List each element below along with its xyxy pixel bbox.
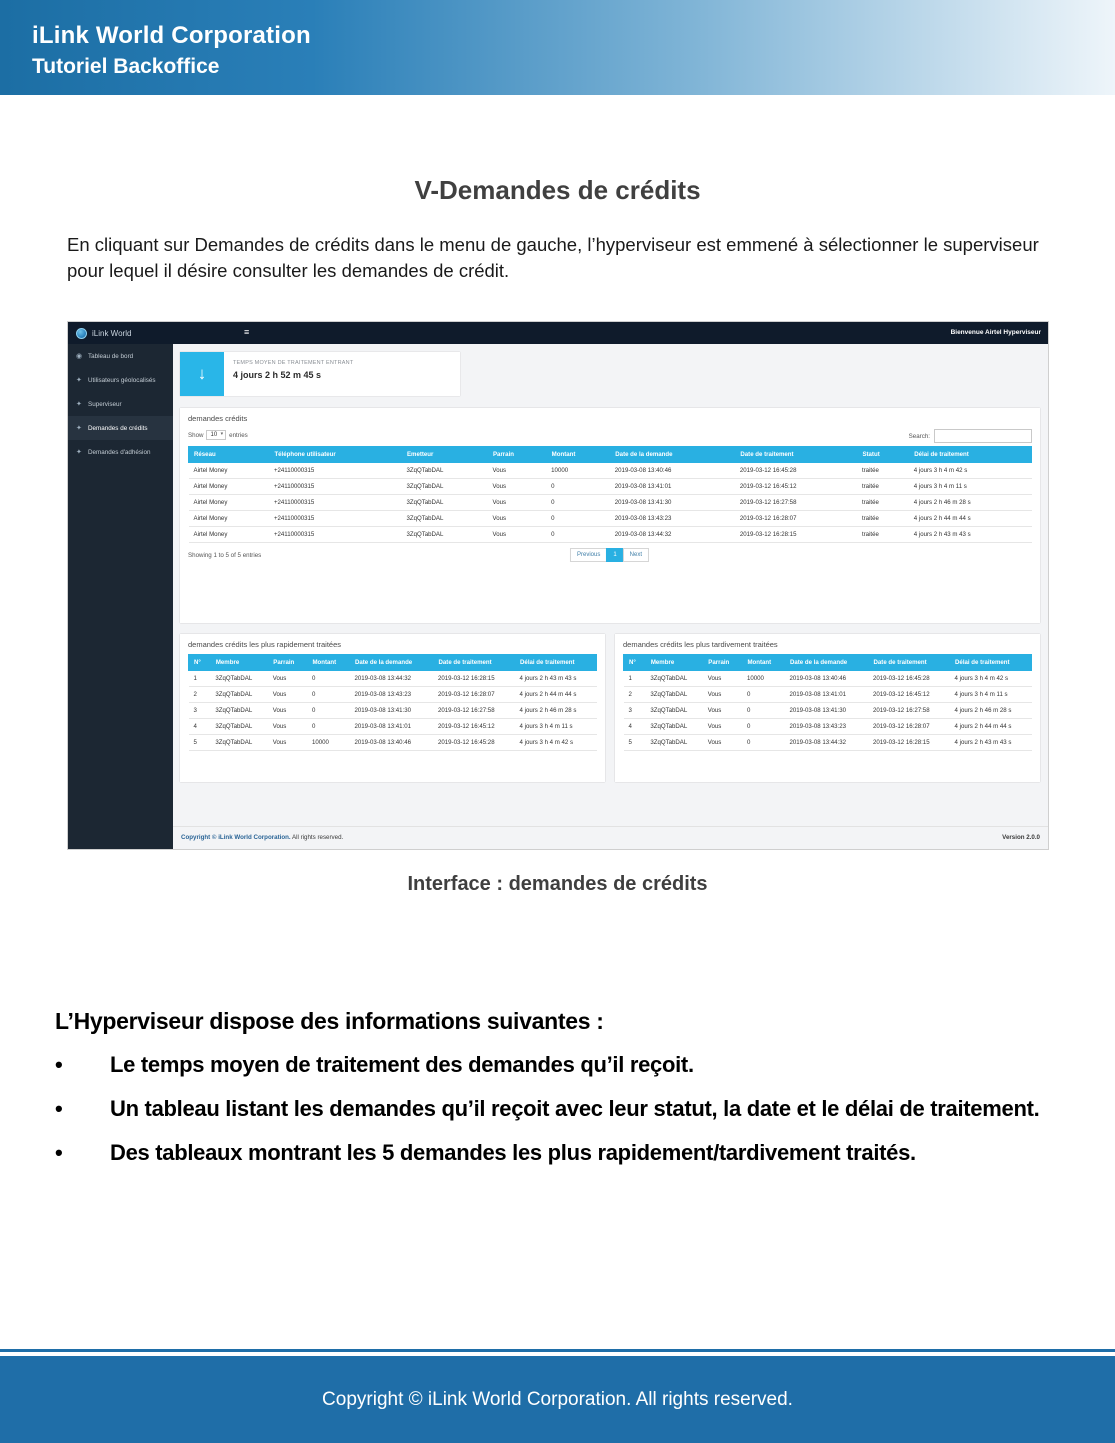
brand-strong: iLink [92, 328, 109, 338]
table-row [189, 495, 1032, 511]
app-topbar [68, 322, 1048, 344]
cell-parrain: Vous [268, 719, 307, 735]
cell-numero: 5 [189, 735, 211, 751]
document-footer [0, 1356, 1115, 1443]
cell-delai: 4 jours 2 h 46 m 28 s [950, 703, 1032, 719]
cell-parrain: Vous [703, 687, 742, 703]
cell-date-demande: 2019-03-08 13:44:32 [784, 735, 868, 751]
cell-montant: 0 [742, 687, 784, 703]
cell-delai: 4 jours 2 h 43 m 43 s [515, 671, 597, 687]
cell-montant: 0 [742, 735, 784, 751]
entries-select[interactable]: 10 ▾ [206, 430, 226, 440]
table-row [189, 463, 1032, 479]
table-row [189, 687, 597, 703]
column-montant[interactable]: Montant [546, 447, 610, 463]
table-controls [180, 428, 1040, 446]
table-row [189, 735, 597, 751]
column-numero[interactable]: N° [624, 655, 646, 671]
cell-membre: 3ZqQTabDAL [210, 671, 267, 687]
cell-parrain: Vous [703, 671, 742, 687]
cell-date-traitement: 2019-03-12 16:45:28 [433, 735, 515, 751]
show-entries-control[interactable] [188, 430, 248, 440]
panel-title: demandes crédits [188, 414, 248, 423]
cell-date-demande: 2019-03-08 13:40:46 [784, 671, 868, 687]
cell-date-traitement: 2019-03-12 16:27:58 [433, 703, 515, 719]
cell-membre: 3ZqQTabDAL [210, 719, 267, 735]
cell-membre: 3ZqQTabDAL [645, 703, 702, 719]
column-delai[interactable]: Délai de traitement [909, 447, 1032, 463]
entries-label: entries [229, 431, 248, 439]
cell-montant: 0 [307, 687, 349, 703]
column-date-demande[interactable]: Date de la demande [610, 447, 735, 463]
table-row [624, 703, 1032, 719]
cell-date-traitement: 2019-03-12 16:27:58 [868, 703, 950, 719]
sidebar-item-label: Utilisateurs géolocalisés [88, 376, 156, 384]
sidebar-item-superviseur[interactable] [68, 392, 173, 416]
table-row [624, 735, 1032, 751]
cell-parrain: Vous [268, 735, 307, 751]
figure-caption: Interface : demandes de crédits [407, 873, 708, 895]
cell-delai: 4 jours 2 h 44 m 44 s [515, 687, 597, 703]
cell-delai: 4 jours 2 h 44 m 44 s [909, 511, 1032, 527]
cell-date-traitement: 2019-03-12 16:45:28 [868, 671, 950, 687]
cell-numero: 1 [189, 671, 211, 687]
cell-date-demande: 2019-03-08 13:44:32 [610, 527, 735, 543]
column-montant[interactable]: Montant [742, 655, 784, 671]
column-delai[interactable]: Délai de traitement [950, 655, 1032, 671]
bullet-text: Le temps moyen de traitement des demandes qu’il reçoit. [110, 1052, 694, 1077]
cell-montant: 10000 [742, 671, 784, 687]
table-header-row [624, 655, 1032, 671]
cell-date-traitement: 2019-03-12 16:45:12 [433, 719, 515, 735]
bullets-heading: L’Hyperviseur dispose des informations suivantes : [55, 1008, 604, 1034]
download-arrow-icon: ↓ [180, 352, 224, 396]
column-date-demande[interactable]: Date de la demande [349, 655, 433, 671]
cell-date-demande: 2019-03-08 13:40:46 [610, 463, 735, 479]
cell-membre: 3ZqQTabDAL [210, 735, 267, 751]
cell-membre: 3ZqQTabDAL [645, 735, 702, 751]
cell-telephone: +24110000315 [269, 479, 402, 495]
cell-parrain: Vous [703, 735, 742, 751]
supervisor-icon: ✦ [76, 400, 82, 408]
sidebar-item-demandes-de-credits[interactable] [68, 416, 173, 440]
stat-value: 4 jours 2 h 52 m 45 s [233, 370, 322, 380]
search-label: Search: [908, 432, 930, 440]
pagination-next[interactable]: Next [623, 548, 649, 562]
cell-reseau: Airtel Money [189, 479, 269, 495]
cell-emetteur: 3ZqQTabDAL [401, 463, 487, 479]
cell-delai: 4 jours 3 h 4 m 11 s [950, 687, 1032, 703]
footer-copyright: Copyright © iLink World Corporation. All rights reserved. [322, 1388, 793, 1410]
sidebar-item-label: Demandes d'adhésion [88, 448, 151, 456]
brand-light: World [108, 328, 132, 338]
app-copyright-rest: All rights reserved. [290, 834, 344, 841]
cell-montant: 0 [546, 527, 610, 543]
column-delai[interactable]: Délai de traitement [515, 655, 597, 671]
cell-emetteur: 3ZqQTabDAL [401, 479, 487, 495]
app-copyright-strong: Copyright © iLink World Corporation. [181, 834, 291, 841]
column-parrain[interactable]: Parrain [268, 655, 307, 671]
app-copyright [181, 834, 343, 841]
column-parrain[interactable]: Parrain [487, 447, 546, 463]
column-membre[interactable]: Membre [210, 655, 267, 671]
cell-delai: 4 jours 3 h 4 m 11 s [515, 719, 597, 735]
app-screenshot [67, 321, 1049, 850]
document-header-banner [0, 0, 1115, 95]
column-membre[interactable]: Membre [645, 655, 702, 671]
intro-paragraph: En cliquant sur Demandes de crédits dans le menu de gauche, l’hyperviseur est emmené à sélectionner le superviseur pour lequel il désire consulter les demandes de crédit. [67, 234, 1039, 281]
cell-montant: 0 [307, 703, 349, 719]
fastest-processed-panel [180, 634, 605, 782]
fast-table-wrap [180, 654, 605, 751]
cell-emetteur: 3ZqQTabDAL [401, 495, 487, 511]
app-content [173, 344, 1048, 849]
cell-montant: 0 [307, 671, 349, 687]
search-input[interactable] [934, 429, 1032, 443]
column-montant[interactable]: Montant [307, 655, 349, 671]
cell-parrain: Vous [487, 479, 546, 495]
cell-date-traitement: 2019-03-12 16:45:28 [735, 463, 857, 479]
sidebar-item-utilisateurs-geolocalises[interactable] [68, 368, 173, 392]
cell-date-traitement: 2019-03-12 16:45:12 [868, 687, 950, 703]
cell-parrain: Vous [268, 687, 307, 703]
cell-date-traitement: 2019-03-12 16:45:12 [735, 479, 857, 495]
cell-parrain: Vous [268, 703, 307, 719]
main-table-wrap [180, 446, 1040, 543]
bullet-text: Un tableau listant les demandes qu’il reçoit avec leur statut, la date et le délai de traitement. [110, 1096, 1040, 1121]
cell-telephone: +24110000315 [269, 495, 402, 511]
cell-reseau: Airtel Money [189, 463, 269, 479]
bullet-marker: • [55, 1140, 63, 1165]
cell-statut: traitée [857, 463, 909, 479]
cell-parrain: Vous [487, 527, 546, 543]
column-date-demande[interactable]: Date de la demande [784, 655, 868, 671]
cell-telephone: +24110000315 [269, 527, 402, 543]
bullet-item-3 [55, 1140, 916, 1166]
cell-date-demande: 2019-03-08 13:43:23 [349, 687, 433, 703]
sidebar-item-label: Superviseur [88, 400, 122, 408]
cell-date-demande: 2019-03-08 13:41:30 [784, 703, 868, 719]
cell-delai: 4 jours 2 h 43 m 43 s [950, 735, 1032, 751]
app-version: Version 2.0.0 [1002, 834, 1040, 841]
cell-montant: 0 [307, 719, 349, 735]
cell-membre: 3ZqQTabDAL [210, 687, 267, 703]
cell-statut: traitée [857, 479, 909, 495]
cell-date-demande: 2019-03-08 13:41:01 [784, 687, 868, 703]
globe-icon [76, 328, 87, 339]
users-icon: ✦ [76, 376, 82, 384]
cell-emetteur: 3ZqQTabDAL [401, 527, 487, 543]
cell-reseau: Airtel Money [189, 511, 269, 527]
document-subtitle: Tutoriel Backoffice [32, 55, 220, 78]
table-row [624, 687, 1032, 703]
cell-delai: 4 jours 3 h 4 m 11 s [909, 479, 1032, 495]
cell-membre: 3ZqQTabDAL [645, 671, 702, 687]
table-header-row [189, 447, 1032, 463]
stat-label: TEMPS MOYEN DE TRAITEMENT ENTRANT [233, 360, 354, 366]
average-processing-time-card [180, 352, 460, 396]
cell-date-traitement: 2019-03-12 16:28:15 [433, 671, 515, 687]
cell-parrain: Vous [487, 511, 546, 527]
panel-title: demandes crédits les plus rapidement traitées [188, 640, 341, 649]
bullet-item-2 [55, 1096, 1039, 1122]
table-footer [180, 548, 1040, 570]
cell-statut: traitée [857, 495, 909, 511]
cell-montant: 10000 [546, 463, 610, 479]
column-date-traitement[interactable]: Date de traitement [735, 447, 857, 463]
dashboard-icon: ◉ [76, 352, 83, 360]
search-control[interactable] [909, 429, 1032, 443]
cell-montant: 0 [742, 719, 784, 735]
column-telephone[interactable]: Téléphone utilisateur [269, 447, 402, 463]
column-date-traitement[interactable]: Date de traitement [868, 655, 950, 671]
column-emetteur[interactable]: Emetteur [401, 447, 487, 463]
table-row [189, 511, 1032, 527]
cell-date-demande: 2019-03-08 13:43:23 [610, 511, 735, 527]
app-footer [173, 826, 1048, 849]
bullet-marker: • [55, 1052, 63, 1077]
column-statut[interactable]: Statut [857, 447, 909, 463]
pagination-previous[interactable]: Previous [570, 548, 607, 562]
cell-parrain: Vous [703, 719, 742, 735]
membership-icon: ✦ [76, 448, 82, 456]
column-numero[interactable]: N° [189, 655, 211, 671]
cell-telephone: +24110000315 [269, 463, 402, 479]
cell-numero: 4 [624, 719, 646, 735]
cell-numero: 3 [189, 703, 211, 719]
table-row [189, 719, 597, 735]
cell-date-traitement: 2019-03-12 16:27:58 [735, 495, 857, 511]
column-parrain[interactable]: Parrain [703, 655, 742, 671]
table-row [189, 479, 1032, 495]
cell-delai: 4 jours 2 h 46 m 28 s [909, 495, 1032, 511]
table-row [189, 671, 597, 687]
page-title: V-Demandes de crédits [414, 175, 701, 205]
menu-toggle-icon[interactable]: ≡ [244, 327, 250, 337]
app-sidebar [68, 344, 173, 849]
cell-statut: traitée [857, 527, 909, 543]
cell-reseau: Airtel Money [189, 527, 269, 543]
cell-numero: 2 [624, 687, 646, 703]
cell-parrain: Vous [487, 495, 546, 511]
corporation-title: iLink World Corporation [32, 22, 311, 49]
table-row [624, 719, 1032, 735]
cell-date-traitement: 2019-03-12 16:28:07 [433, 687, 515, 703]
cell-membre: 3ZqQTabDAL [210, 703, 267, 719]
table-header-row [189, 655, 597, 671]
cell-delai: 4 jours 2 h 46 m 28 s [515, 703, 597, 719]
cell-statut: traitée [857, 511, 909, 527]
cell-numero: 5 [624, 735, 646, 751]
cell-parrain: Vous [487, 463, 546, 479]
cell-delai: 4 jours 3 h 4 m 42 s [950, 671, 1032, 687]
cell-membre: 3ZqQTabDAL [645, 687, 702, 703]
cell-date-traitement: 2019-03-12 16:28:15 [868, 735, 950, 751]
cell-numero: 1 [624, 671, 646, 687]
cell-date-demande: 2019-03-08 13:41:01 [610, 479, 735, 495]
table-row [189, 703, 597, 719]
footer-divider [0, 1349, 1115, 1352]
sidebar-item-tableau-de-bord[interactable] [68, 344, 173, 368]
cell-delai: 4 jours 3 h 4 m 42 s [909, 463, 1032, 479]
cell-parrain: Vous [703, 703, 742, 719]
cell-membre: 3ZqQTabDAL [645, 719, 702, 735]
cell-date-demande: 2019-03-08 13:43:23 [784, 719, 868, 735]
cell-parrain: Vous [268, 671, 307, 687]
welcome-user-label: Bienvenue Airtel Hyperviseur [950, 329, 1041, 336]
cell-numero: 2 [189, 687, 211, 703]
column-reseau[interactable]: Réseau [189, 447, 269, 463]
pagination [571, 548, 649, 562]
slowest-processed-table [623, 654, 1032, 751]
cell-date-demande: 2019-03-08 13:41:30 [349, 703, 433, 719]
cell-montant: 0 [546, 479, 610, 495]
cell-numero: 4 [189, 719, 211, 735]
cell-date-traitement: 2019-03-12 16:28:07 [868, 719, 950, 735]
sidebar-item-demandes-dadhesion[interactable] [68, 440, 173, 464]
table-row [189, 527, 1032, 543]
column-date-traitement[interactable]: Date de traitement [433, 655, 515, 671]
cell-delai: 4 jours 2 h 43 m 43 s [909, 527, 1032, 543]
show-label: Show [188, 431, 204, 439]
app-brand[interactable] [68, 322, 173, 344]
cell-delai: 4 jours 2 h 44 m 44 s [950, 719, 1032, 735]
cell-telephone: +24110000315 [269, 511, 402, 527]
cell-date-traitement: 2019-03-12 16:28:15 [735, 527, 857, 543]
slow-table-wrap [615, 654, 1040, 751]
cell-date-demande: 2019-03-08 13:40:46 [349, 735, 433, 751]
cell-date-demande: 2019-03-08 13:41:30 [610, 495, 735, 511]
bullet-marker: • [55, 1096, 63, 1121]
panel-title: demandes crédits les plus tardivement traitées [623, 640, 778, 649]
showing-entries-label: Showing 1 to 5 of 5 entries [188, 552, 262, 559]
sidebar-item-label: Tableau de bord [88, 352, 134, 360]
bullet-item-1 [55, 1052, 694, 1078]
cell-montant: 10000 [307, 735, 349, 751]
cell-montant: 0 [546, 511, 610, 527]
bullet-text: Des tableaux montrant les 5 demandes les plus rapidement/tardivement traités. [110, 1140, 916, 1165]
stat-body [224, 352, 353, 396]
credit-icon: ✦ [76, 424, 82, 432]
cell-date-traitement: 2019-03-12 16:28:07 [735, 511, 857, 527]
cell-date-demande: 2019-03-08 13:44:32 [349, 671, 433, 687]
credit-requests-table [188, 446, 1032, 543]
fastest-processed-table [188, 654, 597, 751]
slowest-processed-panel [615, 634, 1040, 782]
cell-montant: 0 [742, 703, 784, 719]
brand-label [92, 329, 131, 338]
cell-date-demande: 2019-03-08 13:41:01 [349, 719, 433, 735]
cell-reseau: Airtel Money [189, 495, 269, 511]
table-row [624, 671, 1032, 687]
sidebar-item-label: Demandes de crédits [88, 424, 148, 432]
pagination-page-1[interactable]: 1 [606, 548, 623, 562]
credit-requests-panel [180, 408, 1040, 623]
cell-montant: 0 [546, 495, 610, 511]
cell-delai: 4 jours 3 h 4 m 42 s [515, 735, 597, 751]
cell-numero: 3 [624, 703, 646, 719]
cell-emetteur: 3ZqQTabDAL [401, 511, 487, 527]
